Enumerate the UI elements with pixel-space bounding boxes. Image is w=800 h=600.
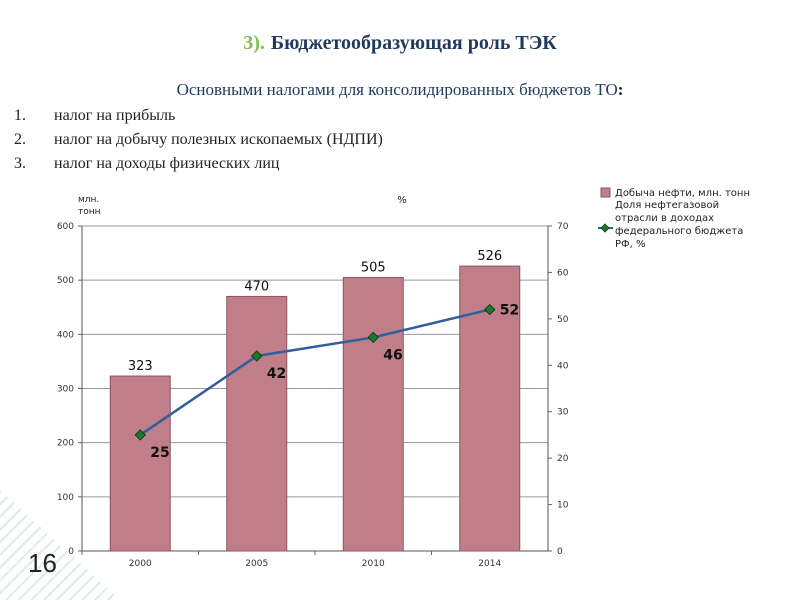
y-right-tick-label: 70 bbox=[557, 222, 569, 232]
y-left-tick-label: 400 bbox=[56, 330, 74, 341]
bar bbox=[110, 376, 170, 551]
line-value-label: 25 bbox=[150, 444, 170, 461]
legend-label: РФ, % bbox=[615, 239, 646, 250]
title-number: 3). bbox=[243, 32, 265, 54]
list-text: налог на добычу полезных ископаемых (НДПИ) bbox=[54, 131, 383, 148]
line-value-label: 46 bbox=[383, 347, 403, 364]
subtitle-colon: : bbox=[617, 80, 624, 99]
legend-label: Добыча нефти, млн. тонн bbox=[615, 188, 750, 199]
list-number: 2. bbox=[14, 131, 26, 148]
y-left-tick-label: 300 bbox=[56, 384, 74, 395]
x-tick-label: 2005 bbox=[245, 559, 269, 569]
legend-swatch-marker bbox=[601, 224, 609, 232]
x-tick-label: 2010 bbox=[361, 559, 385, 569]
list-number: 3. bbox=[14, 155, 26, 172]
legend-label: Доля нефтегазовой bbox=[615, 200, 720, 211]
bar bbox=[227, 296, 287, 551]
y-right-tick-label: 30 bbox=[557, 407, 569, 418]
y-left-axis-title: млн. bbox=[78, 195, 100, 205]
y-right-tick-label: 10 bbox=[557, 500, 569, 511]
bar-value-label: 505 bbox=[360, 260, 386, 276]
x-tick-label: 2014 bbox=[478, 559, 502, 569]
x-tick-label: 2000 bbox=[128, 559, 152, 569]
y-left-tick-label: 100 bbox=[56, 492, 74, 503]
y-right-tick-label: 50 bbox=[557, 314, 569, 325]
y-right-tick-label: 60 bbox=[557, 268, 569, 279]
page-number: 16 bbox=[28, 548, 57, 578]
y-right-tick-label: 20 bbox=[557, 454, 569, 465]
line-value-label: 42 bbox=[266, 366, 287, 382]
list-text: налог на доходы физических лиц bbox=[54, 155, 280, 172]
legend-swatch-bar bbox=[601, 188, 610, 197]
legend-label: федерального бюджета bbox=[615, 226, 744, 237]
bar-value-label: 323 bbox=[127, 359, 153, 375]
y-left-tick-label: 200 bbox=[56, 438, 74, 449]
list-text: налог на прибыль bbox=[54, 107, 176, 124]
bar-value-label: 526 bbox=[477, 249, 503, 265]
y-left-tick-label: 600 bbox=[56, 222, 74, 232]
y-left-axis-title: тонн bbox=[78, 207, 101, 217]
y-right-tick-label: 0 bbox=[557, 547, 563, 557]
y-right-tick-label: 40 bbox=[557, 361, 569, 372]
line-value-label: 52 bbox=[499, 302, 520, 319]
y-left-tick-label: 0 bbox=[68, 547, 74, 557]
bar bbox=[343, 277, 403, 551]
title-text: Бюджетообразующая роль ТЭК bbox=[270, 32, 557, 54]
y-left-tick-label: 500 bbox=[56, 276, 74, 287]
line-series bbox=[140, 310, 490, 435]
list-number: 1. bbox=[14, 107, 26, 124]
subtitle-text: Основными налогами для консолидированных бюджетов ТО bbox=[176, 80, 618, 99]
y-right-axis-title: % bbox=[397, 195, 407, 206]
legend-label: отрасли в доходах bbox=[615, 213, 715, 224]
bar-value-label: 470 bbox=[244, 279, 270, 295]
